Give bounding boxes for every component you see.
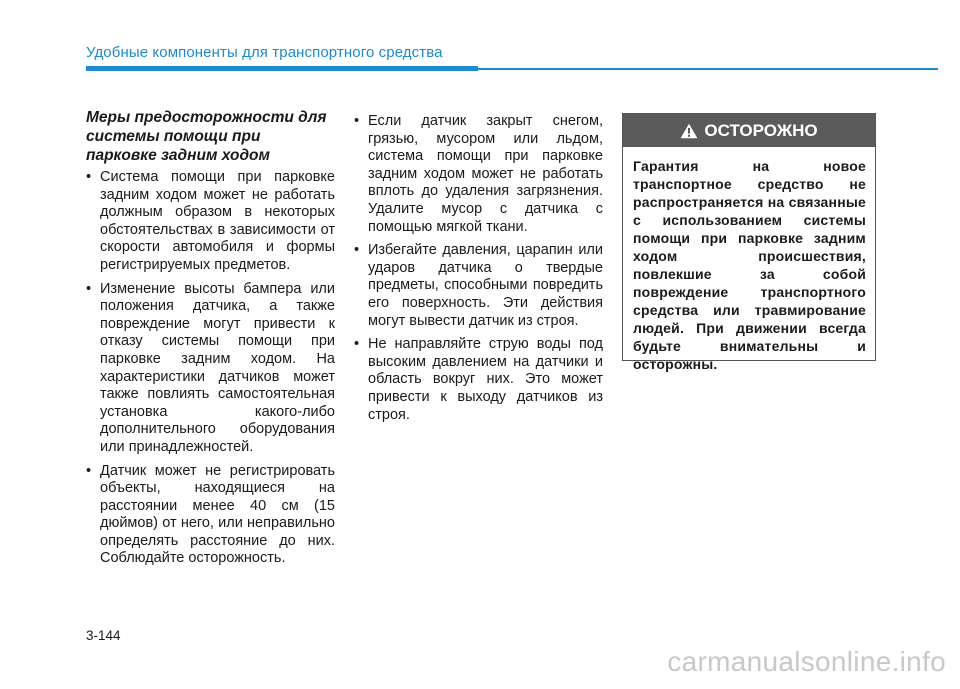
list-item [86, 463, 335, 569]
list-item-text: Если датчик закрыт снегом, грязью, мусором или льдом, система помощи при парковке задним ходом может не работать вплоть до удаления загрязнения. Удалите мусор с датчика с помощью мягкой ткани. [368, 113, 603, 235]
list-item [354, 336, 603, 424]
page-number: 3-144 [86, 628, 121, 643]
warning-text: Гарантия на новое транспортное средство не распространяется на связанные с использованием системы помощи при парковке задним ходом происшествия, повлекшие за собой повреждение транспортного средства или травмирование людей. При движении всегда будьте внимательны и осторожны. [633, 158, 866, 372]
header-rule-thin [478, 68, 938, 70]
header-rule-thick [86, 66, 478, 71]
bullet-dot: • [354, 242, 360, 259]
left-bullet-list [86, 169, 335, 568]
bullet-dot: • [86, 462, 92, 479]
watermark-link[interactable]: carmanualsonline.info [667, 646, 946, 677]
list-item-text: Не направляйте струю воды под высоким давлением на датчики и область вокруг них. Это может привести к выходу датчиков из строя. [368, 336, 603, 423]
warning-triangle-icon [680, 123, 698, 139]
middle-bullet-list [354, 113, 603, 424]
section-title: Меры предосторожности для системы помощи при парковке задним ходом [86, 109, 327, 164]
left-column [86, 108, 335, 574]
warning-box [622, 113, 876, 372]
bullet-dot: • [354, 336, 360, 353]
bullet-dot: • [86, 169, 92, 185]
bullet-dot: • [354, 113, 360, 129]
list-item [86, 281, 335, 457]
bullet-dot: • [86, 280, 92, 297]
warning-header [623, 114, 875, 147]
list-item [86, 169, 335, 275]
list-item-text: Избегайте давления, царапин или ударов датчика о твердые предметы, способными повредить его поверхность. Эти действия могут вывести датчик из строя. [368, 242, 603, 329]
list-item-text: Изменение высоты бампера или положения датчика, а также повреждение могут привести к отказу системы помощи при парковке задним ходом. На характеристики датчиков может также повлиять самостоятельная установка какого-либо дополнительного оборудования или принадлежностей. [100, 280, 335, 455]
list-item-text: Датчик может не регистрировать объекты, находящиеся на расстоянии менее 40 см (15 дюймов) от него, или неправильно определять расстояние до них. Соблюдайте осторожность. [100, 462, 335, 567]
list-item [354, 113, 603, 236]
warning-title: ОСТОРОЖНО [704, 120, 818, 140]
list-item-text: Система помощи при парковке задним ходом может не работать должным образом в некоторых обстоятельствах в зависимости от скорости автомобиля и формы регистрируемых предметов. [100, 169, 335, 273]
header-title: Удобные компоненты для транспортного средства [86, 44, 443, 61]
list-item [354, 242, 603, 330]
middle-column [354, 113, 603, 430]
